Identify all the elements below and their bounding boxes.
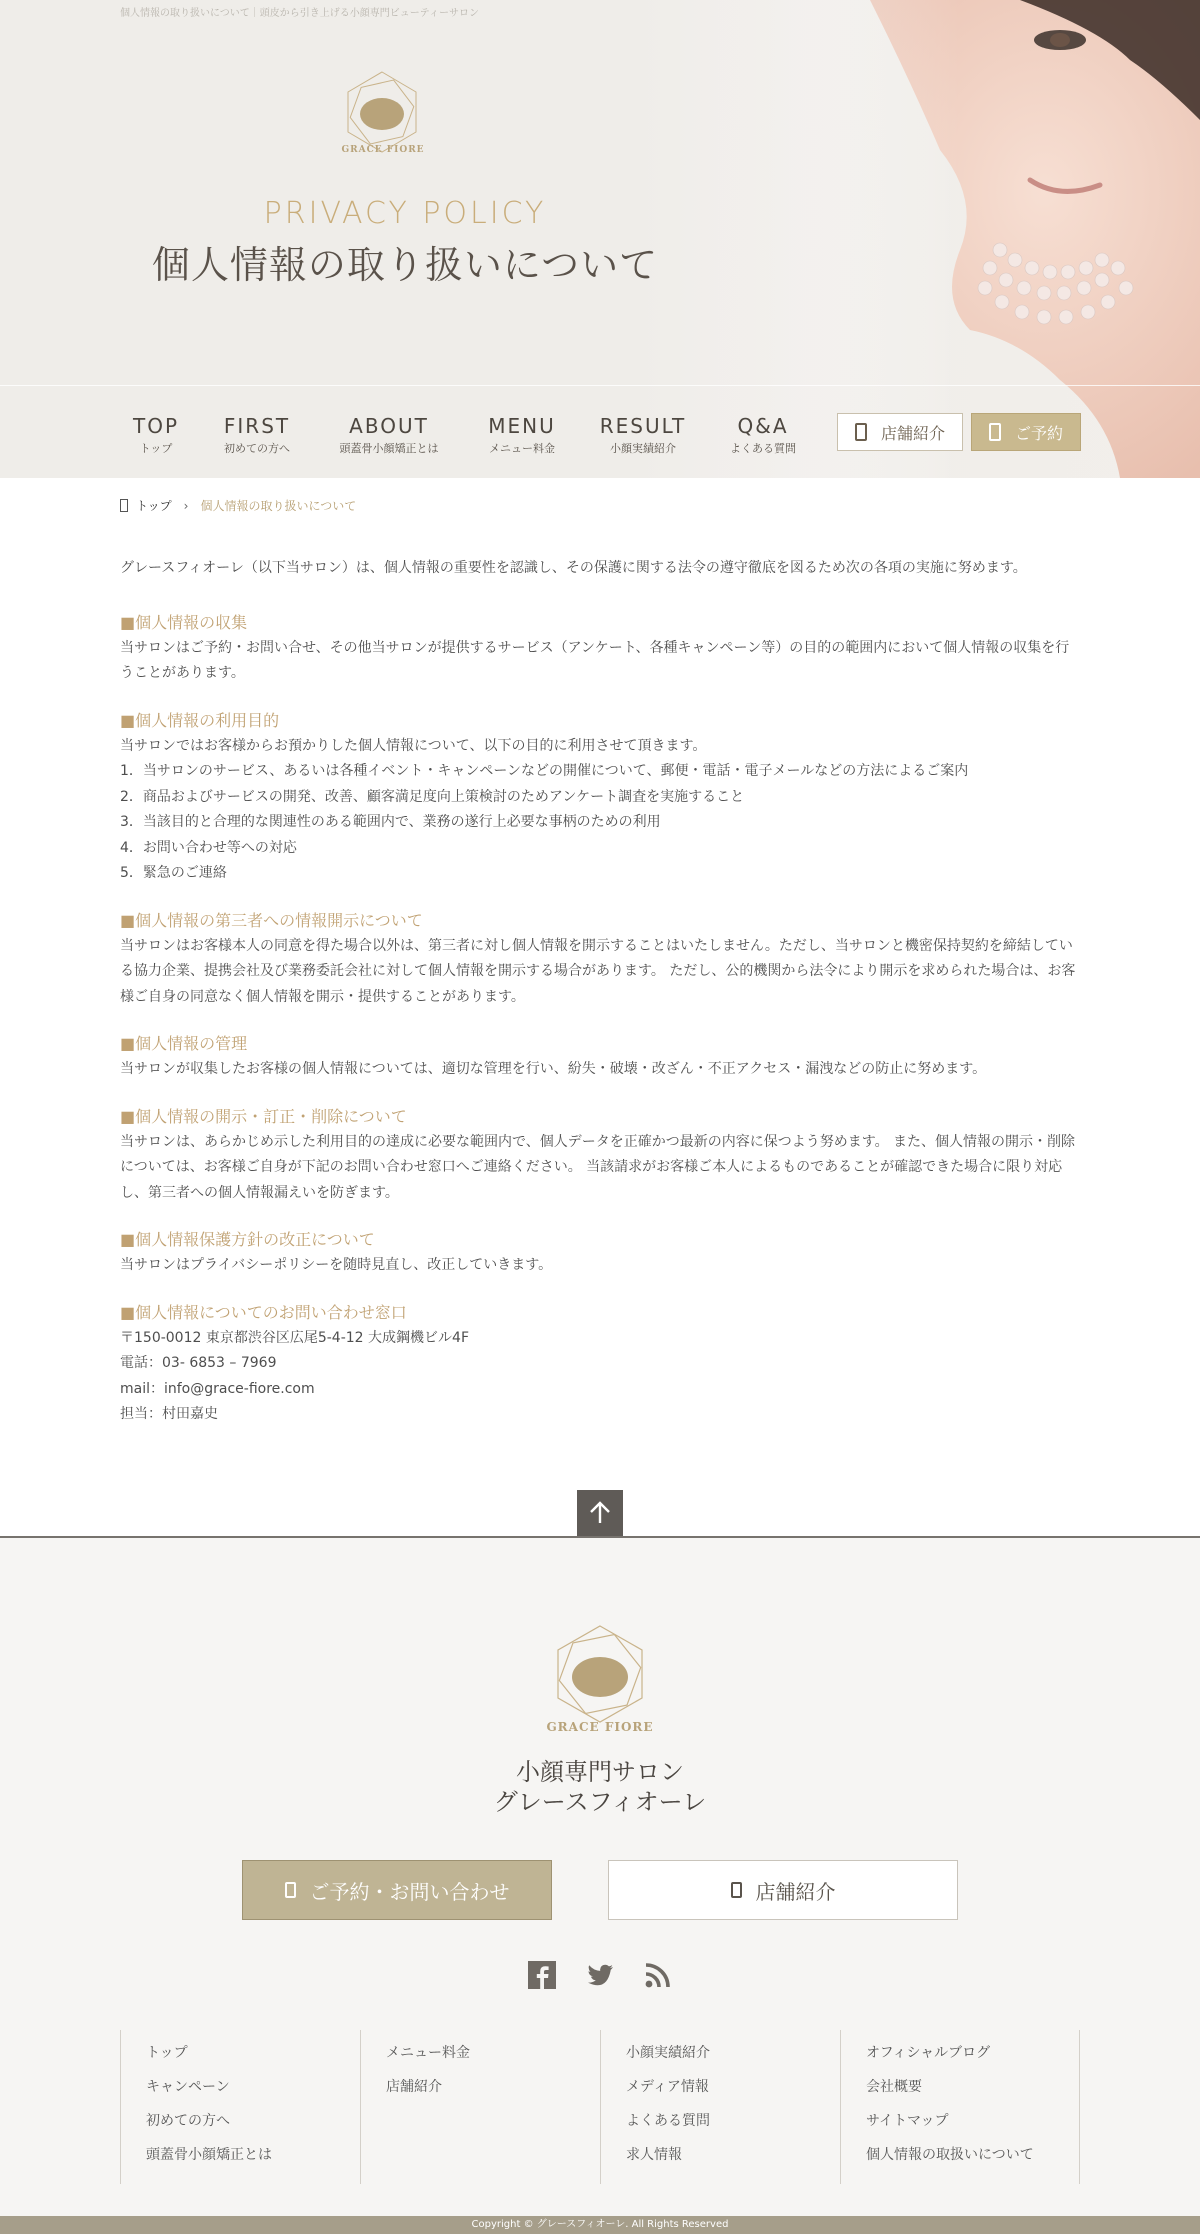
section-heading: ■個人情報の管理 bbox=[120, 1034, 248, 1053]
reserve-button[interactable] bbox=[971, 413, 1081, 451]
section-heading: ■個人情報についてのお問い合わせ窓口 bbox=[120, 1302, 407, 1322]
footer-column bbox=[600, 2030, 840, 2184]
nav-label-en: FIRST bbox=[223, 414, 291, 438]
footer-title-line1: 小顔専門サロン bbox=[516, 1758, 684, 1786]
footer-logo-text: GRACE FIORE bbox=[546, 1720, 654, 1734]
facebook-icon[interactable] bbox=[527, 1960, 557, 1990]
section-heading: ■個人情報保護方針の改正について bbox=[120, 1230, 375, 1249]
shop-button-label: 店舗紹介 bbox=[880, 423, 945, 443]
footer-link[interactable]: 求人情報 bbox=[626, 2147, 682, 2163]
footer-reserve-button[interactable] bbox=[242, 1860, 552, 1920]
section-heading: ■個人情報の利用目的 bbox=[120, 710, 280, 730]
nav-item-qa[interactable] bbox=[720, 414, 806, 456]
footer bbox=[0, 1536, 1200, 2216]
section-body: 当サロンが収集したお客様の個人情報については、適切な管理を行い、紛失・破壊・改ざん・不正アクセス・漏洩などの防止に努めます。 bbox=[120, 1061, 987, 1077]
nav-label-en: RESULT bbox=[599, 414, 687, 438]
section-body: 当サロンは、あらかじめ示した利用目的の達成に必要な範囲内で、個人データを正確かつ最新の内容に保つよう努めます。 また、個人情報の開示・削除については、お客様ご自身が下記のお問い合わせ窓口へご連絡ください。 当該請求がお客様ご本人によるものであることが確認できた場合に限り対応し、第三者への個人情報漏えいを防ぎます。 bbox=[120, 1133, 1076, 1201]
nav-label-ja: 頭蓋骨小顔矯正とは bbox=[339, 442, 439, 455]
logo-text: GRACE FIORE bbox=[341, 145, 425, 155]
breadcrumb-home[interactable]: トップ bbox=[136, 499, 172, 513]
footer-sitemap bbox=[120, 2030, 1080, 2184]
phone-icon bbox=[285, 1882, 296, 1898]
footer-column bbox=[360, 2030, 600, 2184]
intro-text: グレースフィオーレ（以下当サロン）は、個人情報の重要性を認識し、その保護に関する法令の遵守徹底を図るため次の各項の実施に努めます。 bbox=[120, 560, 1027, 576]
site-tagline: 個人情報の取り扱いについて｜頭皮から引き上げる小顔専門ビューティーサロン bbox=[120, 8, 479, 19]
footer-link[interactable]: トップ bbox=[146, 2045, 188, 2061]
policy-section bbox=[120, 610, 1080, 687]
phone-icon bbox=[855, 423, 867, 441]
breadcrumb-current: 個人情報の取り扱いについて bbox=[200, 499, 357, 513]
nav-label-ja: 小顔実績紹介 bbox=[610, 442, 676, 455]
section-body: 当サロンはお客様本人の同意を得た場合以外は、第三者に対し個人情報を開示することはいたしません。ただし、当サロンと機密保持契約を締結している協力企業、提携会社及び業務委託会社に対して個人情報を開示する場合があります。 ただし、公的機関から法令により開示を求められた場合は、お客様ご自身の同意なく個人情報を開示・提供することがあります。 bbox=[120, 937, 1076, 1005]
nav-label-en: ABOUT bbox=[349, 414, 429, 438]
footer-link[interactable]: 小顔実績紹介 bbox=[626, 2045, 710, 2061]
nav-label-en: Q&A bbox=[737, 414, 789, 438]
page-title-en: PRIVACY POLICY bbox=[263, 196, 547, 231]
home-icon bbox=[120, 499, 128, 512]
policy-section bbox=[120, 1031, 1080, 1083]
section-body: 当サロンではお客様からお預かりした個人情報について、以下の目的に利用させて頂きます。 1．当サロンのサービス、あるいは各種イベント・キャンペーンなどの開催について、郵便・電話・電子メールなどの方法によるご案内 2．商品およびサービスの開発、改善、顧客満足度向上策検討のためアンケート調査を実施すること 3．当該目的と合理的な関連性のある範囲内で、業務の遂行上必要な事柄のための利用 4．お問い合わせ等への対応 5．緊急のご連絡 bbox=[120, 737, 969, 881]
global-nav bbox=[0, 385, 1200, 477]
footer-link[interactable]: 頭蓋骨小顔矯正とは bbox=[146, 2147, 272, 2163]
footer-logo-icon[interactable] bbox=[548, 1618, 652, 1730]
nav-item-menu[interactable] bbox=[480, 414, 564, 456]
footer-link[interactable]: メニュー料金 bbox=[386, 2045, 470, 2061]
footer-link[interactable]: よくある質問 bbox=[626, 2113, 710, 2129]
section-body: 当サロンはご予約・お問い合せ、その他当サロンが提供するサービス（アンケート、各種キャンペーン等）の目的の範囲内において個人情報の収集を行うことがあります。 bbox=[120, 639, 1070, 681]
nav-item-result[interactable] bbox=[596, 414, 690, 456]
nav-label-en: MENU bbox=[488, 414, 556, 438]
footer-shop-label: 店舗紹介 bbox=[755, 1879, 836, 1904]
section-body: 〒150-0012 東京都渋谷区広尾5-4-12 大成鋼機ビル4F 電話：03- 6853 – 7969 mail：info@grace-fiore.com 担当：村田嘉史 bbox=[120, 1329, 469, 1422]
footer-shop-button[interactable] bbox=[608, 1860, 958, 1920]
copyright: Copyright © グレースフィオーレ. All Rights Reserved bbox=[0, 2216, 1200, 2234]
nav-label-ja: トップ bbox=[139, 442, 173, 455]
nav-label-ja: メニュー料金 bbox=[489, 442, 555, 455]
footer-link[interactable]: 店舗紹介 bbox=[386, 2079, 442, 2095]
shop-button[interactable] bbox=[837, 413, 963, 451]
footer-link[interactable]: キャンペーン bbox=[146, 2079, 230, 2095]
nav-item-top[interactable] bbox=[128, 414, 184, 456]
page-top-button[interactable] bbox=[577, 1490, 623, 1536]
footer-column bbox=[840, 2030, 1080, 2184]
nav-item-first[interactable] bbox=[214, 414, 300, 456]
nav-label-en: TOP bbox=[132, 414, 180, 438]
nav-label-ja: 初めての方へ bbox=[224, 442, 290, 455]
section-body: 当サロンはプライバシーポリシーを随時見直し、改正していきます。 bbox=[120, 1257, 553, 1273]
privacy-content bbox=[120, 556, 1080, 1449]
policy-section bbox=[120, 908, 1080, 1011]
twitter-icon[interactable] bbox=[585, 1960, 615, 1990]
breadcrumb bbox=[120, 497, 356, 514]
section-heading: ■個人情報の収集 bbox=[120, 612, 248, 632]
section-heading: ■個人情報の開示・訂正・削除について bbox=[120, 1106, 407, 1126]
page-title: 個人情報の取り扱いについて bbox=[151, 243, 659, 287]
phone-icon bbox=[989, 423, 1001, 441]
footer-title-line2: グレースフィオーレ bbox=[493, 1788, 707, 1816]
phone-icon bbox=[731, 1882, 742, 1898]
footer-link[interactable]: 初めての方へ bbox=[146, 2113, 230, 2129]
policy-section bbox=[120, 1300, 1080, 1428]
footer-reserve-label: ご予約・お問い合わせ bbox=[309, 1879, 510, 1904]
footer-link[interactable]: オフィシャルブログ bbox=[866, 2045, 991, 2061]
breadcrumb-separator: › bbox=[183, 498, 189, 513]
policy-section bbox=[120, 1104, 1080, 1207]
footer-link[interactable]: メディア情報 bbox=[626, 2079, 709, 2095]
arrow-up-icon bbox=[587, 1500, 613, 1526]
rss-icon[interactable] bbox=[643, 1960, 673, 1990]
footer-link[interactable]: サイトマップ bbox=[866, 2113, 949, 2129]
footer-link[interactable]: 会社概要 bbox=[866, 2079, 922, 2095]
policy-section bbox=[120, 708, 1080, 887]
reserve-button-label: ご予約 bbox=[1014, 423, 1063, 443]
footer-link[interactable]: 個人情報の取扱いについて bbox=[866, 2147, 1034, 2163]
policy-section bbox=[120, 1227, 1080, 1279]
nav-item-about[interactable] bbox=[330, 414, 448, 456]
hero-header bbox=[0, 0, 1200, 478]
footer-column bbox=[120, 2030, 360, 2184]
section-heading: ■個人情報の第三者への情報開示について bbox=[120, 910, 423, 930]
nav-label-ja: よくある質問 bbox=[730, 442, 796, 455]
